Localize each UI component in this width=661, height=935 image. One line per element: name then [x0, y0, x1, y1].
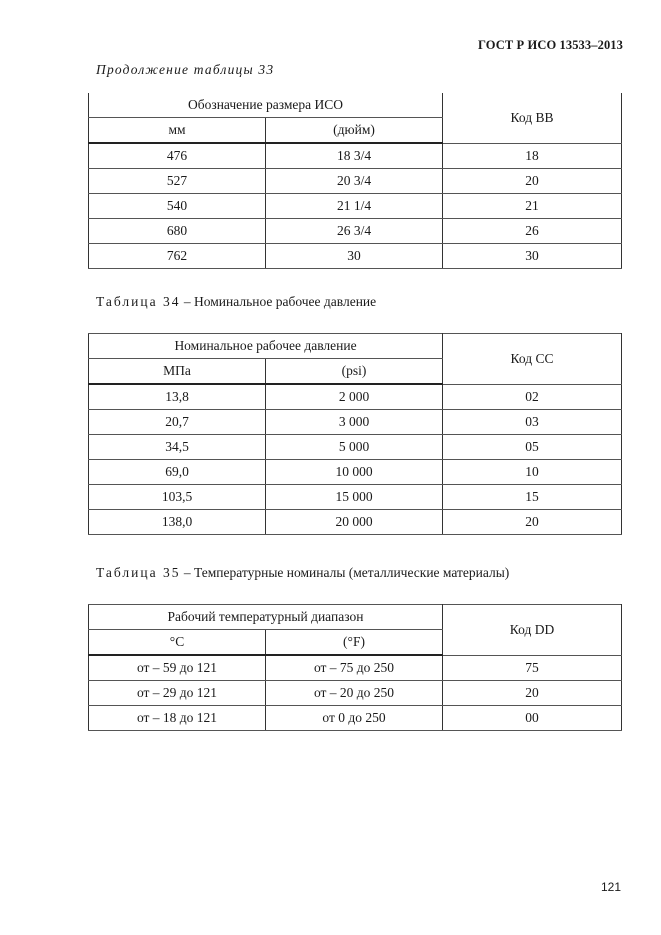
table-33-sub-header-inch: (дюйм)	[266, 118, 443, 144]
table-cell: 03	[443, 410, 622, 435]
table-cell: 20	[443, 510, 622, 535]
table-row	[89, 681, 622, 706]
table-cell: 15	[443, 485, 622, 510]
table-34-caption	[96, 294, 376, 310]
table-cell: 18 3/4	[266, 143, 443, 169]
table-cell: 762	[89, 244, 266, 269]
table-row	[89, 384, 622, 410]
table-33-caption: Продолжение таблицы 33	[96, 62, 275, 77]
table-cell: 10 000	[266, 460, 443, 485]
page-number: 121	[600, 880, 621, 894]
table-cell: от 0 до 250	[266, 706, 443, 731]
table-cell: 69,0	[89, 460, 266, 485]
table-cell: 15 000	[266, 485, 443, 510]
table-cell: 26	[443, 219, 622, 244]
table-cell: 138,0	[89, 510, 266, 535]
table-cell: 103,5	[89, 485, 266, 510]
standard-designation: ГОСТ Р ИСО 13533–2013	[478, 38, 623, 52]
table-cell: 680	[89, 219, 266, 244]
table-cell: 26 3/4	[266, 219, 443, 244]
table-34-code-header: Код СС	[443, 334, 622, 385]
table-row	[89, 485, 622, 510]
table-35-caption-text: – Температурные номиналы (металлические материалы)	[180, 565, 510, 580]
table-row	[89, 194, 622, 219]
table-cell: 30	[266, 244, 443, 269]
table-cell: 20	[443, 681, 622, 706]
table-35-caption-lead: Таблица 35	[96, 565, 181, 580]
table-row	[89, 655, 622, 681]
table-cell: 00	[443, 706, 622, 731]
table-row	[89, 510, 622, 535]
table-cell: 20,7	[89, 410, 266, 435]
table-33-code-header: Код ВВ	[443, 93, 622, 143]
table-row	[89, 706, 622, 731]
table-33-body	[89, 143, 622, 269]
table-cell: 21	[443, 194, 622, 219]
table-34-body	[89, 384, 622, 535]
table-cell: 13,8	[89, 384, 266, 410]
table-cell: 476	[89, 143, 266, 169]
table-35	[88, 604, 622, 731]
table-cell: 02	[443, 384, 622, 410]
table-35-body	[89, 655, 622, 731]
table-33-sub-header-mm: мм	[89, 118, 266, 144]
table-cell: от – 59 до 121	[89, 655, 266, 681]
table-34-caption-text: – Номинальное рабочее давление	[180, 294, 377, 309]
table-row	[89, 219, 622, 244]
table-cell: 21 1/4	[266, 194, 443, 219]
table-cell: от – 75 до 250	[266, 655, 443, 681]
table-35-sub-header-celsius: °С	[89, 630, 266, 656]
table-35-caption	[96, 565, 509, 581]
table-row	[89, 169, 622, 194]
table-cell: 34,5	[89, 435, 266, 460]
table-cell: от – 20 до 250	[266, 681, 443, 706]
table-34	[88, 333, 622, 535]
table-cell: 30	[443, 244, 622, 269]
table-cell: от – 29 до 121	[89, 681, 266, 706]
table-cell: 3 000	[266, 410, 443, 435]
table-row	[89, 410, 622, 435]
table-35-sub-header-fahrenheit: (°F)	[266, 630, 443, 656]
table-cell: 75	[443, 655, 622, 681]
table-row	[89, 460, 622, 485]
table-33	[88, 93, 622, 269]
table-cell: 540	[89, 194, 266, 219]
table-row	[89, 143, 622, 169]
table-34-sub-header-psi: (psi)	[266, 359, 443, 385]
table-cell: 2 000	[266, 384, 443, 410]
table-row	[89, 435, 622, 460]
table-33-group-header: Обозначение размера ИСО	[89, 93, 443, 118]
table-cell: 20 3/4	[266, 169, 443, 194]
table-35-code-header: Код DD	[443, 605, 622, 656]
table-34-sub-header-mpa: МПа	[89, 359, 266, 385]
table-35-group-header: Рабочий температурный диапазон	[89, 605, 443, 630]
table-34-caption-lead: Таблица 34	[96, 294, 181, 309]
table-cell: 18	[443, 143, 622, 169]
table-cell: 20 000	[266, 510, 443, 535]
table-cell: 527	[89, 169, 266, 194]
table-cell: 10	[443, 460, 622, 485]
table-34-group-header: Номинальное рабочее давление	[89, 334, 443, 359]
table-cell: 05	[443, 435, 622, 460]
table-cell: 20	[443, 169, 622, 194]
table-cell: от – 18 до 121	[89, 706, 266, 731]
table-cell: 5 000	[266, 435, 443, 460]
table-row	[89, 244, 622, 269]
